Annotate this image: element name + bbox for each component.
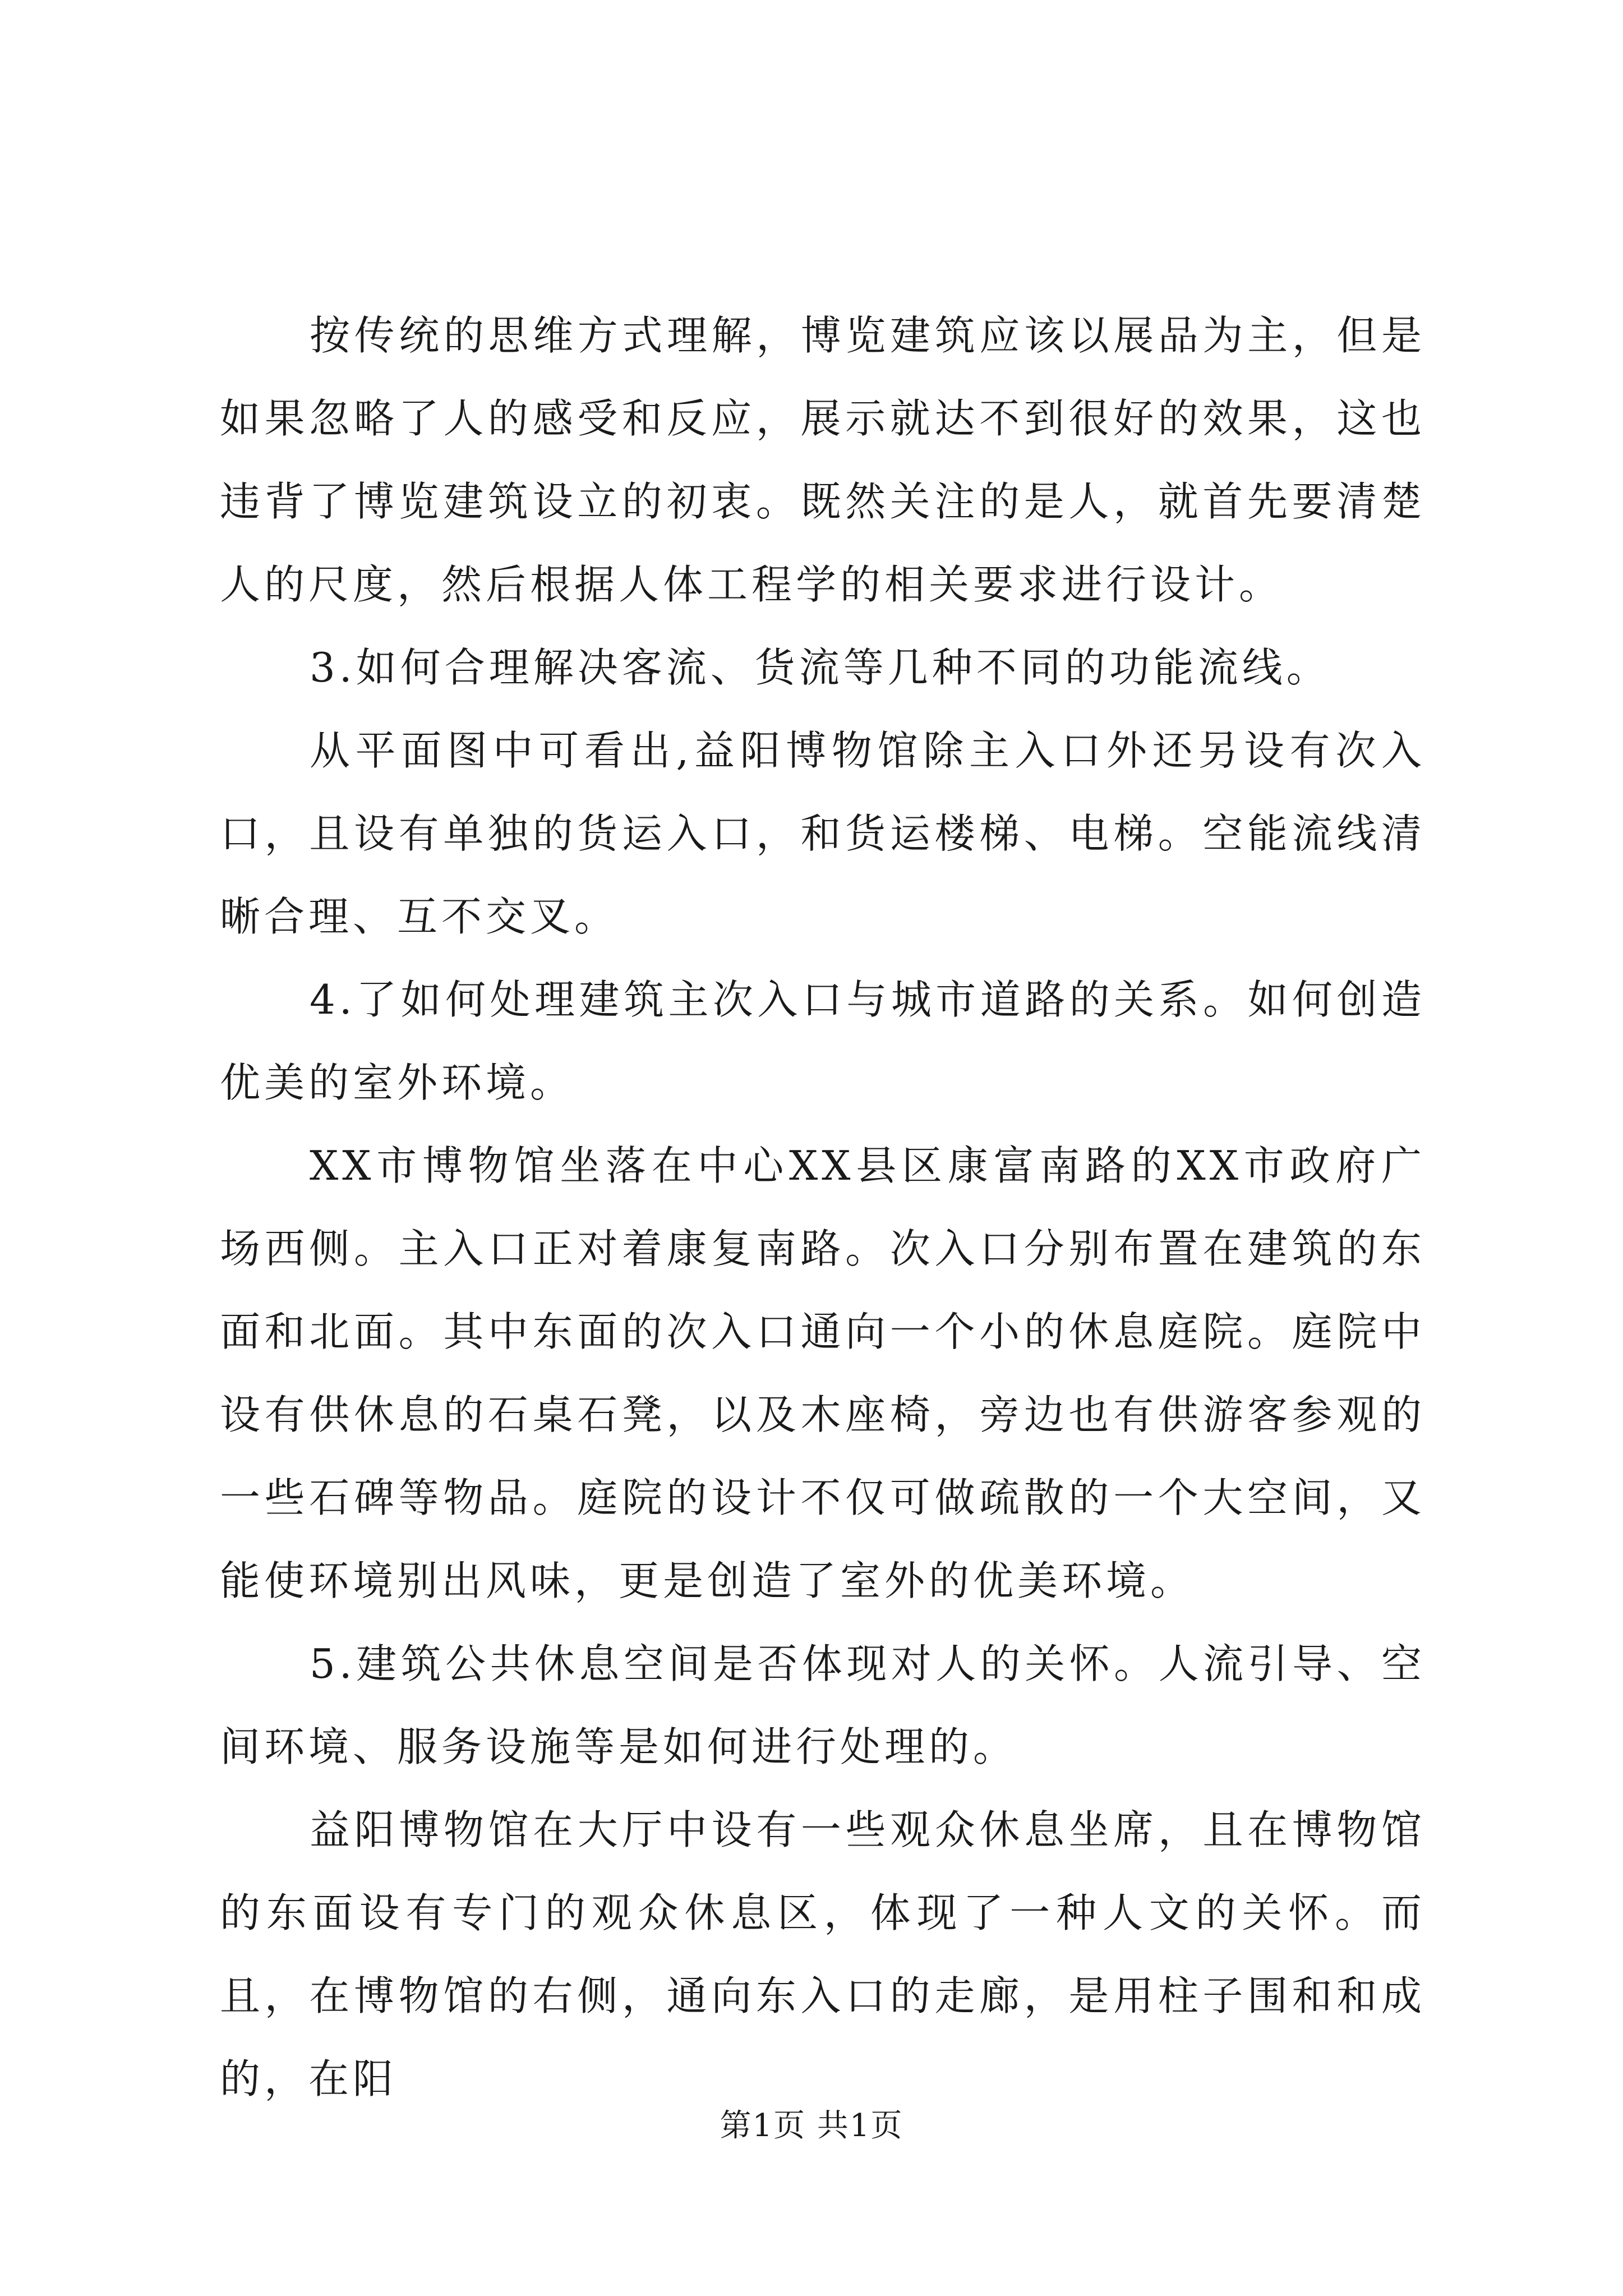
paragraph-5: XX市博物馆坐落在中心XX县区康富南路的XX市政府广场西侧。主入口正对着康复南路。次入口分别布置在建筑的东面和北面。其中东面的次入口通向一个小的休息庭院。庭院中设有供休息的石桌石凳，以及木座椅，旁边也有供游客参观的一些石碑等物品。庭院的设计不仅可做疏散的一个大空间，又能使环境别出风味，更是创造了室外的优美环境。 (220, 1142, 1426, 1604)
paragraph-2-heading: 3.如何合理解决客流、货流等几种不同的功能流线。 (310, 644, 1331, 691)
paragraph-7: 益阳博物馆在大厅中设有一些观众休息坐席，且在博物馆的东面设有专门的观众休息区，体现了一种人文的关怀。而且，在博物馆的右侧，通向东入口的走廊，是用柱子围和和成的，在阳 (220, 1806, 1426, 2102)
body-text (220, 294, 1426, 2120)
paragraph-3: 从平面图中可看出,益阳博物馆除主入口外还另设有次入口，且设有单独的货运入口，和货运楼梯、电梯。空能流线清晰合理、互不交叉。 (220, 727, 1426, 940)
paragraph-1: 按传统的思维方式理解，博览建筑应该以展品为主，但是如果忽略了人的感受和反应，展示就达不到很好的效果，这也违背了博览建筑设立的初衷。既然关注的是人，就首先要清楚人的尺度，然后根据人体工程学的相关要求进行设计。 (220, 312, 1426, 608)
paragraph-6-heading: 5.建筑公共休息空间是否体现对人的关怀。人流引导、空间环境、服务设施等是如何进行处理的。 (220, 1640, 1426, 1770)
page-footer: 第1页 共1页 (720, 2108, 903, 2144)
paragraph-4-heading: 4.了如何处理建筑主次入口与城市道路的关系。如何创造优美的室外环境。 (220, 976, 1426, 1106)
